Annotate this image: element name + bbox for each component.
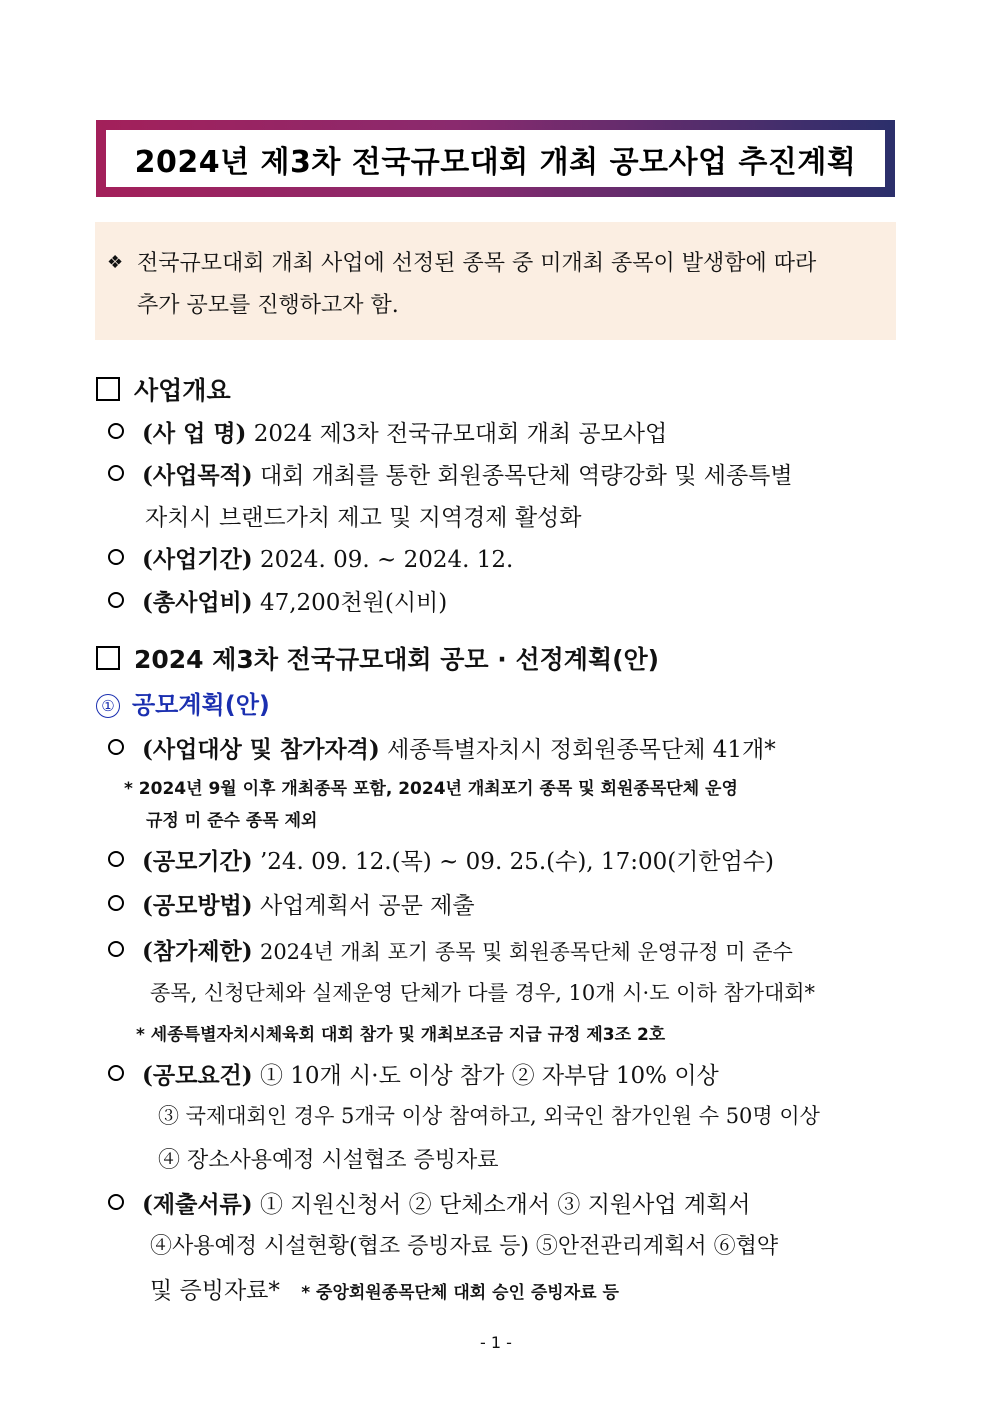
item-label: (총사업비) [142,589,253,616]
footnote: * 2024년 9월 이후 개최종목 포함, 2024년 개최포기 종목 및 회원종목단체 운영 [124,779,738,799]
square-bullet-icon [96,646,120,670]
circle-bullet-icon [108,895,124,911]
circle-bullet-icon [108,851,124,867]
item-label: (사업기간) [142,546,253,573]
footnote: * 세종특별자치시체육회 대회 참가 및 개최보조금 지급 규정 제3조 2호 [136,1025,666,1045]
list-item [108,933,793,966]
list-item [108,541,513,574]
item-text: 2024. 09. ~ 2024. 12. [259,547,514,573]
item-text: 2024년 개최 포기 종목 및 회원종목단체 운영규정 미 준수 [259,940,793,964]
item-label: (공모기간) [142,848,253,875]
item-label: (사업대상 및 참가자격) [142,736,380,763]
item-label: (공모요건) [142,1062,253,1089]
footnote: 규정 미 준수 종목 제외 [146,811,318,831]
section-title: 2024 제3차 전국규모대회 공모 · 선정계획(안) [134,645,660,674]
circle-bullet-icon [108,941,124,957]
circle-bullet-icon [108,592,124,608]
list-item [108,731,776,764]
list-item [108,1057,719,1090]
item-text: 47,200천원(시비) [259,590,448,616]
circled-number: ① [96,694,120,718]
item-continuation: 종목, 신청단체와 실제운영 단체가 다를 경우, 10개 시·도 이하 참가대회* [150,981,816,1005]
item-text: ① 지원신청서 ② 단체소개서 ③ 지원사업 계획서 [259,1192,751,1218]
item-continuation [150,1272,619,1305]
square-bullet-icon [96,377,120,401]
item-label: (참가제한) [142,938,253,965]
page-number: - 1 - [480,1333,512,1352]
circle-bullet-icon [108,1065,124,1081]
list-item [108,415,667,448]
item-label: (공모방법) [142,892,253,919]
subsection-heading [96,685,270,720]
list-item [108,457,793,490]
item-text: ① 10개 시·도 이상 참가 ② 자부담 10% 이상 [259,1063,719,1089]
circle-bullet-icon [108,739,124,755]
item-text: ’24. 09. 12.(목) ~ 09. 25.(수), 17:00(기한엄수) [259,849,775,875]
document-title: 2024년 제3차 전국규모대회 개최 공모사업 추진계획 [134,144,857,180]
subsection-title: 공모계획(안) [132,691,270,719]
item-continuation: ④사용예정 시설현황(협조 증빙자료 등) ⑤안전관리계획서 ⑥협약 [150,1234,779,1259]
section-heading-overview [96,371,231,407]
circle-bullet-icon [108,1194,124,1210]
section-heading-plan [96,640,659,676]
list-item [108,843,774,876]
circle-bullet-icon [108,549,124,565]
footnote: * 중앙회원종목단체 대회 승인 증빙자료 등 [301,1283,619,1303]
item-label: (사업목적) [142,462,253,489]
item-text: 사업계획서 공문 제출 [259,893,475,919]
list-item [108,1186,751,1219]
diamond-bullet-icon: ❖ [107,252,124,273]
list-item [108,887,475,920]
circle-bullet-icon [108,465,124,481]
summary-box [95,222,896,340]
circle-bullet-icon [108,423,124,439]
item-text: 2024 제3차 전국규모대회 개최 공모사업 [253,421,668,447]
summary-line-2: 추가 공모를 진행하고자 함. [137,293,399,318]
item-text: 세종특별자치시 정회원종목단체 41개* [387,737,776,763]
section-title: 사업개요 [134,376,231,405]
item-label: (제출서류) [142,1191,253,1218]
summary-line-1: 전국규모대회 개최 사업에 선정된 종목 중 미개최 종목이 발생함에 따라 [137,251,817,276]
title-box [96,120,895,197]
item-continuation: ④ 장소사용예정 시설협조 증빙자료 [158,1148,499,1173]
item-continuation: 자치시 브랜드가치 제고 및 지역경제 활성화 [145,505,582,531]
item-label: (사 업 명) [142,420,247,447]
item-continuation: ③ 국제대회인 경우 5개국 이상 참여하고, 외국인 참가인원 수 50명 이상 [158,1104,820,1128]
item-continuation-text: 및 증빙자료* [150,1278,280,1304]
title-inner [106,130,885,187]
item-text: 대회 개최를 통한 회원종목단체 역량강화 및 세종특별 [259,463,793,489]
list-item [108,584,447,617]
